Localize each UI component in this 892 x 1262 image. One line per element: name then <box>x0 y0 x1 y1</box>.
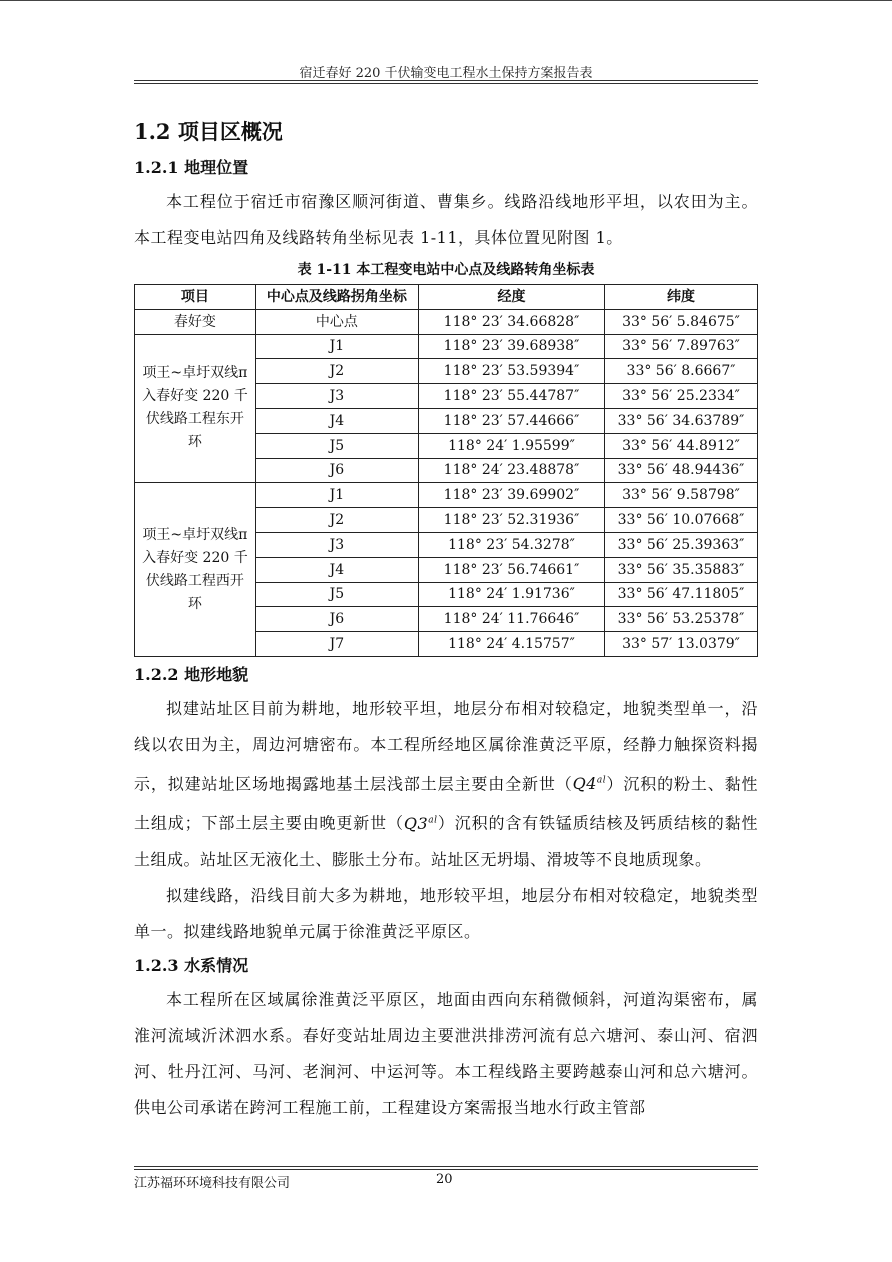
subsection-title-water: 1.2.3 水系情况 <box>134 955 249 975</box>
cell-point: J4 <box>255 557 418 582</box>
cell-point: J6 <box>255 607 418 632</box>
cell-point: J7 <box>255 632 418 657</box>
cell-latitude: 33° 56′ 10.07668″ <box>605 508 758 533</box>
subsection-title-terrain: 1.2.2 地形地貌 <box>134 664 249 684</box>
cell-point: J4 <box>255 408 418 433</box>
cell-longitude: 118° 24′ 1.91736″ <box>418 582 604 607</box>
header-point: 中心点及线路拐角坐标 <box>255 285 418 310</box>
table-header-row <box>135 285 758 310</box>
cell-point: J1 <box>255 334 418 359</box>
footer-divider <box>134 1166 758 1170</box>
cell-longitude: 118° 24′ 4.15757″ <box>418 632 604 657</box>
cell-latitude: 33° 56′ 47.11805″ <box>605 582 758 607</box>
east-loop-rows <box>135 334 758 483</box>
table-row <box>135 483 758 508</box>
terrain-paragraph <box>134 691 758 878</box>
cell-project: 项王~卓圩双线π入春好变 220 千伏线路工程西开环 <box>135 483 256 657</box>
header-longitude: 经度 <box>418 285 604 310</box>
top-border <box>0 0 892 1</box>
table-row <box>135 309 758 334</box>
page-body <box>134 112 758 1126</box>
table-caption: 表 1-11 本工程变电站中心点及线路转角坐标表 <box>297 262 595 278</box>
cell-latitude: 33° 56′ 34.63789″ <box>605 408 758 433</box>
cell-latitude: 33° 56′ 53.25378″ <box>605 607 758 632</box>
terrain-text-a: 拟建站址区目前为耕地，地形较平坦，地层分布相对较稳定，地貌类型单一，沿线以农田为主，周边河塘密布。本工程所经地区属徐淮黄泛平原，经静力触探资料揭示，拟建站址区场地揭露地基土层浅部土层主要由全新世（ <box>134 698 758 794</box>
cell-longitude: 118° 23′ 39.68938″ <box>418 334 604 359</box>
cell-longitude: 118° 23′ 53.59394″ <box>418 359 604 384</box>
terrain-text-b: ）沉积的粉土、黏性土组成；下部土层主要由晚更新世（ <box>134 774 758 833</box>
footer-company: 江苏福环环境科技有限公司 <box>134 1176 291 1191</box>
cell-latitude: 33° 57′ 13.0379″ <box>605 632 758 657</box>
terrain-text-c: ）沉积的含有铁锰质结核及钙质结核的黏性土组成。站址区无液化土、膨胀土分布。站址区无坍塌、滑坡等不良地质现象。 <box>134 813 758 869</box>
cell-longitude: 118° 23′ 39.69902″ <box>418 483 604 508</box>
cell-project: 春好变 <box>135 309 256 334</box>
cell-project: 项王~卓圩双线π入春好变 220 千伏线路工程东开环 <box>135 334 256 483</box>
cell-latitude: 33° 56′ 7.89763″ <box>605 334 758 359</box>
cell-longitude: 118° 23′ 56.74661″ <box>418 557 604 582</box>
q3-symbol: $Q3^{al}$ <box>403 813 438 833</box>
cell-latitude: 33° 56′ 35.35883″ <box>605 557 758 582</box>
page-header: 宿迁春好 220 千伏输变电工程水土保持方案报告表 <box>299 66 593 81</box>
cell-longitude: 118° 24′ 1.95599″ <box>418 433 604 458</box>
cell-longitude: 118° 23′ 52.31936″ <box>418 508 604 533</box>
west-loop-rows <box>135 483 758 657</box>
cell-longitude: 118° 24′ 11.76646″ <box>418 607 604 632</box>
header-latitude: 纬度 <box>605 285 758 310</box>
coordinates-table <box>134 284 758 657</box>
table-row <box>135 334 758 359</box>
cell-point: J6 <box>255 458 418 483</box>
section-title: 1.2 项目区概况 <box>134 119 283 144</box>
header-divider <box>134 80 758 84</box>
cell-point: 中心点 <box>255 309 418 334</box>
location-paragraph: 本工程位于宿迁市宿豫区顺河街道、曹集乡。线路沿线地形平坦，以农田为主。本工程变电站四角及线路转角坐标见表 1-11，具体位置见附图 1。 <box>134 192 758 247</box>
cell-latitude: 33° 56′ 9.58798″ <box>605 483 758 508</box>
cell-latitude: 33° 56′ 8.6667″ <box>605 359 758 384</box>
water-paragraph: 本工程所在区域属徐淮黄泛平原区，地面由西向东稍微倾斜，河道沟渠密布，属淮河流域沂沭泗水系。春好变站址周边主要泄洪排涝河流有总六塘河、泰山河、宿泗河、牡丹江河、马河、老涧河、中运河等。本工程线路主要跨越泰山河和总六塘河。供电公司承诺在跨河工程施工前，工程建设方案需报当地水行政主管部 <box>134 989 758 1117</box>
cell-point: J3 <box>255 384 418 409</box>
cell-point: J1 <box>255 483 418 508</box>
cell-longitude: 118° 23′ 57.44666″ <box>418 408 604 433</box>
cell-longitude: 118° 24′ 23.48878″ <box>418 458 604 483</box>
subsection-title-location: 1.2.1 地理位置 <box>134 158 249 177</box>
cell-longitude: 118° 23′ 55.44787″ <box>418 384 604 409</box>
cell-latitude: 33° 56′ 44.8912″ <box>605 433 758 458</box>
page-number: 20 <box>436 1172 453 1187</box>
cell-point: J2 <box>255 508 418 533</box>
header-project: 项目 <box>135 285 256 310</box>
q4-symbol: $Q4^{al}$ <box>572 774 607 794</box>
cell-latitude: 33° 56′ 25.2334″ <box>605 384 758 409</box>
cell-point: J3 <box>255 532 418 557</box>
cell-point: J5 <box>255 433 418 458</box>
cell-point: J2 <box>255 359 418 384</box>
cell-latitude: 33° 56′ 25.39363″ <box>605 532 758 557</box>
cell-latitude: 33° 56′ 5.84675″ <box>605 309 758 334</box>
cell-point: J5 <box>255 582 418 607</box>
cell-latitude: 33° 56′ 48.94436″ <box>605 458 758 483</box>
cell-longitude: 118° 23′ 54.3278″ <box>418 532 604 557</box>
route-terrain-paragraph: 拟建线路，沿线目前大多为耕地，地形较平坦，地层分布相对较稳定，地貌类型单一。拟建线路地貌单元属于徐淮黄泛平原区。 <box>134 885 758 941</box>
cell-longitude: 118° 23′ 34.66828″ <box>418 309 604 334</box>
